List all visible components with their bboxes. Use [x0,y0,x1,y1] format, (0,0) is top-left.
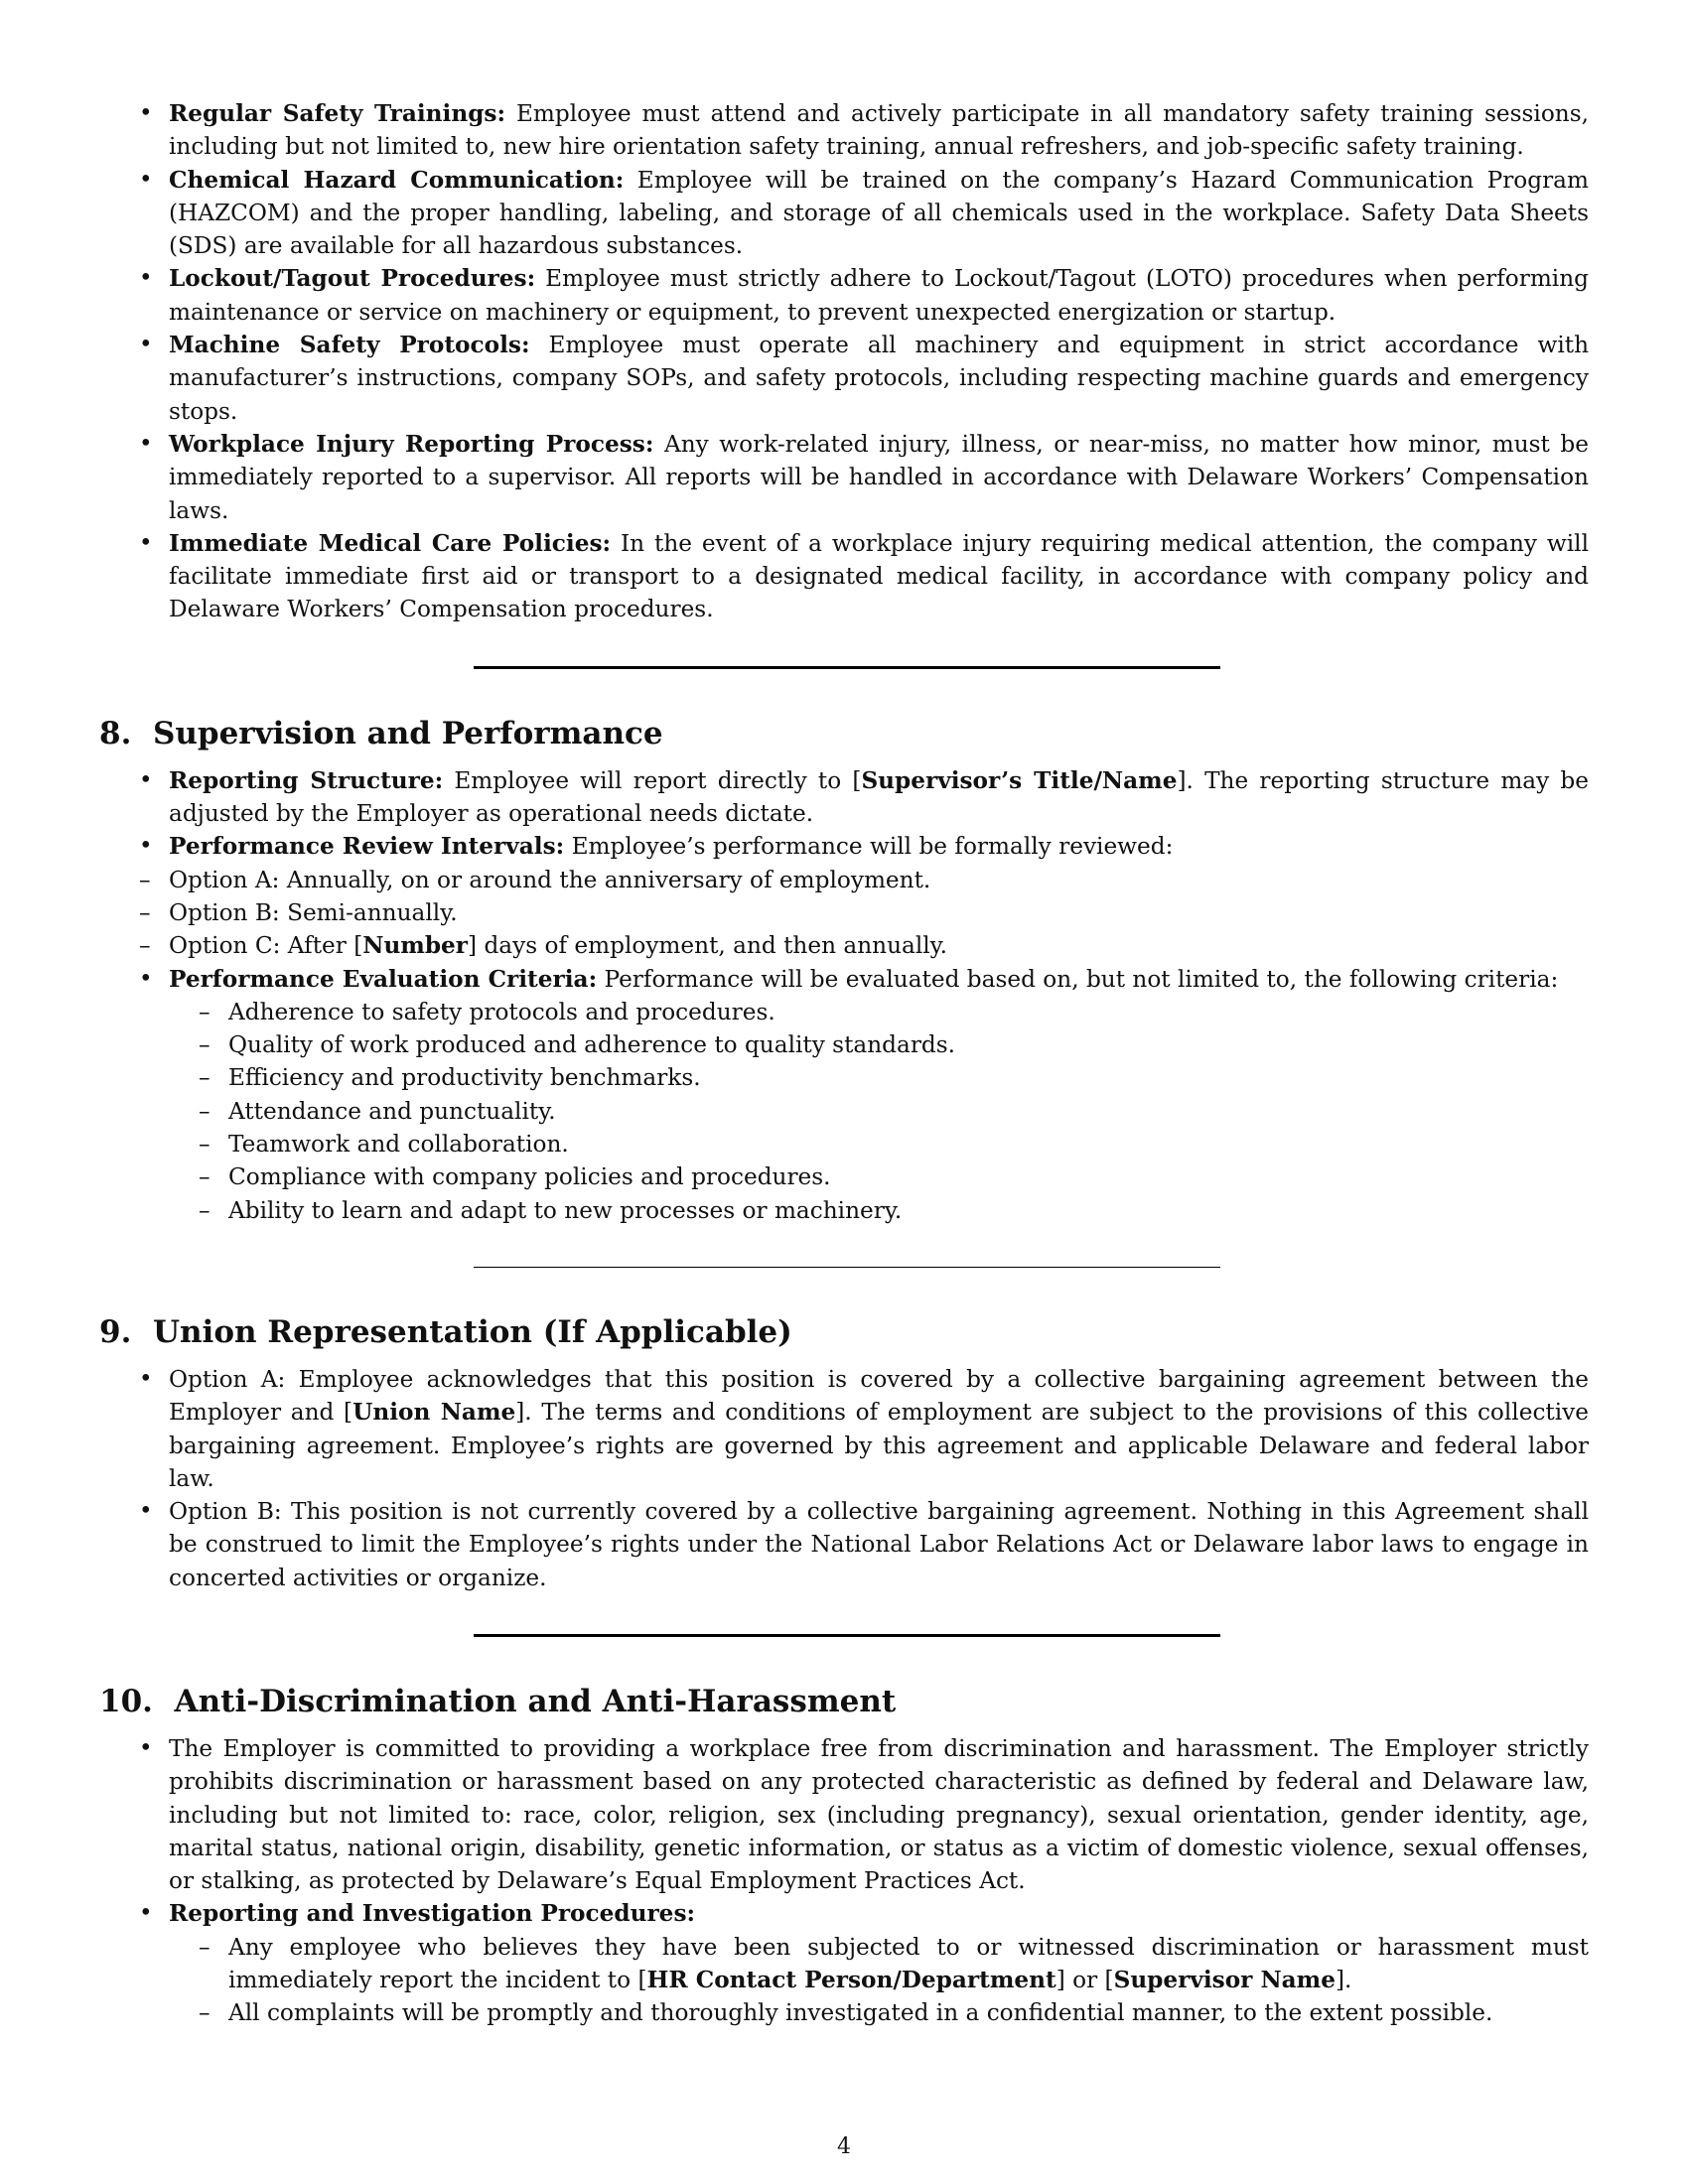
section-heading-9: 9. Union Representation (If Applicable) [99,1313,792,1350]
list-item: • Performance Review Intervals: Employee’s performance will be formally reviewed: – Option A: Annually, on or around the anniversary of employment. – Option B: Semi-annually. – Option C: After [Number] days of employment, and then annually. [99,830,1589,962]
section-heading-10: 10. Anti-Discrimination and Anti-Harassment [99,1683,897,1719]
sub-list-item: – Teamwork and collaboration. [169,1128,1589,1160]
list-item: • Immediate Medical Care Policies: In the event of a workplace injury requiring medical attention, the company will facilitate immediate first aid or transport to a designated medical facility, in accordance with company policy and Delaware Workers’ Compensation procedures. [99,527,1589,626]
criteria-list [169,996,1589,1227]
sub-list-item: – All complaints will be promptly and thoroughly investigated in a confidential manner, to the extent possible. [169,1996,1589,2029]
sub-list-item: – Compliance with company policies and procedures. [169,1160,1589,1193]
review-options-list [109,864,1589,963]
sub-list-item: – Any employee who believes they have been subjected to or witnessed discrimination or harassment must immediately report the incident to [HR Contact Person/Department] or [Supervisor Name]. [169,1931,1589,1997]
sub-list-item: – Ability to learn and adapt to new processes or machinery. [169,1194,1589,1227]
section-divider [474,1634,1220,1637]
section-heading-8: 8. Supervision and Performance [99,715,663,751]
document-page [99,97,1589,2030]
section-divider [474,1267,1220,1268]
supervision-list [99,764,1589,1227]
procedures-list [169,1931,1589,2030]
sub-list-item: – Adherence to safety protocols and procedures. [169,996,1589,1028]
union-list [99,1363,1589,1594]
list-item: • Lockout/Tagout Procedures: Employee must strictly adhere to Lockout/Tagout (LOTO) procedures when performing maintenance or service on machinery or equipment, to prevent unexpected energization or startup. [99,262,1589,329]
list-item: • Regular Safety Trainings: Employee must attend and actively participate in all mandatory safety training sessions, including but not limited to, new hire orientation safety training, annual refreshers, and job-specific safety training. [99,97,1589,164]
list-item: • Option A: Employee acknowledges that this position is covered by a collective bargaining agreement between the Employer and [Union Name]. The terms and conditions of employment are subject to the provisions of this collective bargaining agreement. Employee’s rights are governed by this agreement and applicable Delaware and federal labor law. [99,1363,1589,1495]
sub-list-item: – Efficiency and productivity benchmarks. [169,1061,1589,1094]
list-item: • Chemical Hazard Communication: Employee will be trained on the company’s Hazard Communication Program (HAZCOM) and the proper handling, labeling, and storage of all chemicals used in the workplace. Safety Data Sheets (SDS) are available for all hazardous substances. [99,164,1589,263]
sub-list-item: – Attendance and punctuality. [169,1095,1589,1128]
sub-list-item: – Option C: After [Number] days of employment, and then annually. [109,929,1589,962]
list-item: • Option B: This position is not currently covered by a collective bargaining agreement. Nothing in this Agreement shall be construed to limit the Employee’s rights under the National Labor Relations Act or Delaware labor laws to engage in concerted activities or organize. [99,1495,1589,1594]
list-item: • The Employer is committed to providing a workplace free from discrimination and harassment. The Employer strictly prohibits discrimination or harassment based on any protected characteristic as defined by federal and Delaware law, including but not limited to: race, color, religion, sex (including pregnancy), sexual orientation, gender identity, age, marital status, national origin, disability, genetic information, or status as a victim of domestic violence, sexual offenses, or stalking, as protected by Delaware’s Equal Employment Practices Act. [99,1732,1589,1897]
section-divider [474,666,1220,669]
sub-list-item: – Quality of work produced and adherence to quality standards. [169,1028,1589,1061]
sub-list-item: – Option B: Semi-annually. [109,896,1589,929]
page-number: 4 [837,2134,851,2159]
anti-discrimination-list [99,1732,1589,2030]
list-item: • Reporting and Investigation Procedures: – Any employee who believes they have been subjected to or witnessed discrimination or harassment must immediately report the incident to [HR Contact Person/Department] or [Supervisor Name]. – All complaints will be promptly and thoroughly investigated in a confidential manner, to the extent possible. [99,1897,1589,2029]
list-item: • Reporting Structure: Employee will report directly to [Supervisor’s Title/Name]. The reporting structure may be adjusted by the Employer as operational needs dictate. [99,764,1589,831]
sub-list-item: – Option A: Annually, on or around the anniversary of employment. [109,864,1589,896]
list-item: • Performance Evaluation Criteria: Performance will be evaluated based on, but not limited to, the following criteria: – Adherence to safety protocols and procedures. – Quality of work produced and adherence to quality standards. – Efficiency and productivity benchmarks. – Attendance and punctuality. – Teamwork and collaboration. – Compliance with company policies and procedures. – Ability to learn and adapt to new processes or machinery. [99,963,1589,1227]
list-item: • Workplace Injury Reporting Process: Any work-related injury, illness, or near-miss, no matter how minor, must be immediately reported to a supervisor. All reports will be handled in accordance with Delaware Workers’ Compensation laws. [99,428,1589,527]
list-item: • Machine Safety Protocols: Employee must operate all machinery and equipment in strict accordance with manufacturer’s instructions, company SOPs, and safety protocols, including respecting machine guards and emergency stops. [99,329,1589,428]
safety-list [99,97,1589,626]
